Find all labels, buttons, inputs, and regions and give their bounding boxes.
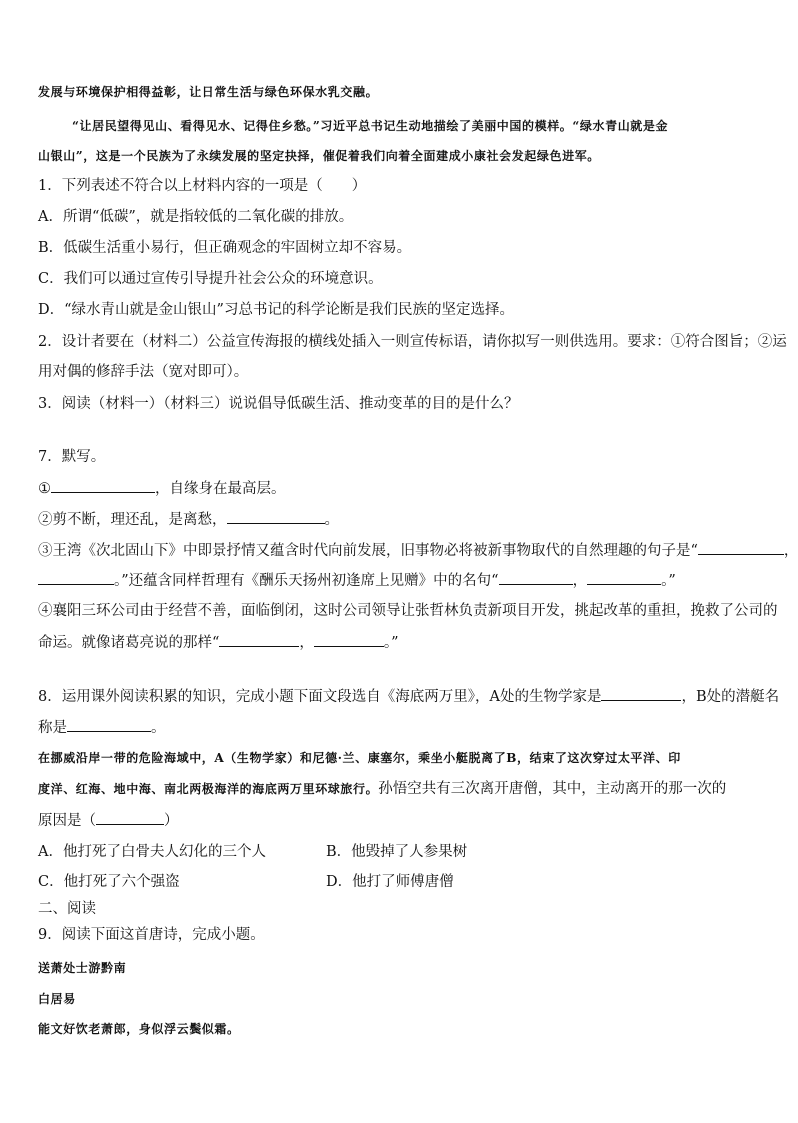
question-7-item-3: ③王湾《次北固山下》中即景抒情又蕴含时代向前发展，旧事物必将被新事物取代的自然理趣的句子是“ ，	[38, 540, 798, 561]
question-7-item-4: ④襄阳三环公司由于经营不善，面临倒闭，这时公司领导让张哲林负责新项目开发，挑起改革的重担，挽救了公司的	[38, 603, 778, 619]
answer-blank[interactable]	[67, 717, 151, 732]
answer-blank[interactable]	[587, 570, 661, 585]
question-8-option-d: D．他打了师傅唐僧	[326, 874, 454, 890]
passage-line: 山银山”，这是一个民族为了永续发展的坚定抉择，催促着我们向着全面建成小康社会发起绿色进军。	[38, 149, 600, 163]
question-2-stem: 2．设计者要在（材料二）公益宣传海报的横线处插入一则宣传标语，请你拟写一则供选用。要求：①符合图旨；②运	[38, 334, 787, 350]
poem-title: 送萧处士游黔南	[38, 961, 127, 975]
poem-line: 能文好饮老萧郎，身似浮云鬓似霜。	[38, 1022, 240, 1036]
question-1-option-a: A．所谓“低碳”，就是指较低的二氧化碳的排放。	[38, 209, 354, 225]
question-1-option-b: B．低碳生活重小易行，但正确观念的牢固树立却不容易。	[38, 240, 412, 256]
question-8-option-c: C．他打死了六个强盗	[38, 874, 180, 890]
question-8-option-b: B．他毁掉了人参果树	[326, 844, 468, 860]
question-7-item-1: ① ，自缘身在最高层。	[38, 478, 286, 499]
section-heading: 二、阅读	[38, 901, 96, 917]
question-7-item-2: ②剪不断，理还乱，是离愁， 。	[38, 509, 339, 530]
question-9-stem: 9．阅读下面这首唐诗，完成小题。	[38, 927, 265, 943]
answer-blank[interactable]	[96, 810, 164, 825]
answer-blank[interactable]	[314, 632, 384, 647]
question-8-option-a: A．他打死了白骨夫人幻化的三个人	[38, 844, 266, 860]
passage-line: “让居民望得见山、看得见水、记得住乡愁。”习近平总书记生动地描绘了美丽中国的模样。“绿水青山就是金	[72, 119, 669, 133]
question-1-option-d: D．“绿水青山就是金山银山”习总书记的科学论断是我们民族的坚定选择。	[38, 302, 514, 318]
question-8-substem-cont: 原因是（ ）	[38, 810, 179, 831]
question-1-stem: 1．下列表述不符合以上材料内容的一项是（ ）	[38, 178, 367, 194]
answer-blank[interactable]	[601, 686, 681, 701]
answer-blank[interactable]	[219, 632, 299, 647]
question-8-stem-cont: 称是 。	[38, 717, 166, 738]
passage-line: 发展与环境保护相得益彰，让日常生活与绿色环保水乳交融。	[38, 85, 379, 99]
excerpt-line-and-substem: 度洋、红海、地中海、南北两极海洋的海底两万里环球旅行。孙悟空共有三次离开唐僧，其中，主动离开的那一次的	[38, 781, 727, 797]
question-7-title: 7．默写。	[38, 449, 106, 465]
question-2-stem: 用对偶的修辞手法（宽对即可）。	[38, 364, 249, 380]
question-1-option-c: C．我们可以通过宣传引导提升社会公众的环境意识。	[38, 271, 383, 287]
question-8-stem: 8．运用课外阅读积累的知识，完成小题下面文段选自《海底两万里》，A处的生物学家是 ，B处的潜艇名	[38, 686, 779, 707]
answer-blank[interactable]	[698, 540, 784, 555]
poem-author: 白居易	[38, 992, 76, 1006]
excerpt-line: 在挪威沿岸一带的危险海域中，A（生物学家）和尼德·兰、康塞尔，乘坐小艇脱离了B，结束了这次穿过太平洋、印	[38, 751, 681, 765]
answer-blank[interactable]	[499, 570, 573, 585]
question-7-item-4-cont: 命运。就像诸葛亮说的那样“ ， 。”	[38, 632, 399, 653]
answer-blank[interactable]	[227, 509, 325, 524]
answer-blank[interactable]	[51, 478, 155, 493]
question-7-item-3-cont: 。”还蕴含同样哲理有《酬乐天扬州初逢席上见赠》中的名句“ ， 。”	[38, 570, 676, 591]
answer-blank[interactable]	[38, 570, 114, 585]
question-3-stem: 3．阅读（材料一）（材料三）说说倡导低碳生活、推动变革的目的是什么？	[38, 396, 519, 412]
